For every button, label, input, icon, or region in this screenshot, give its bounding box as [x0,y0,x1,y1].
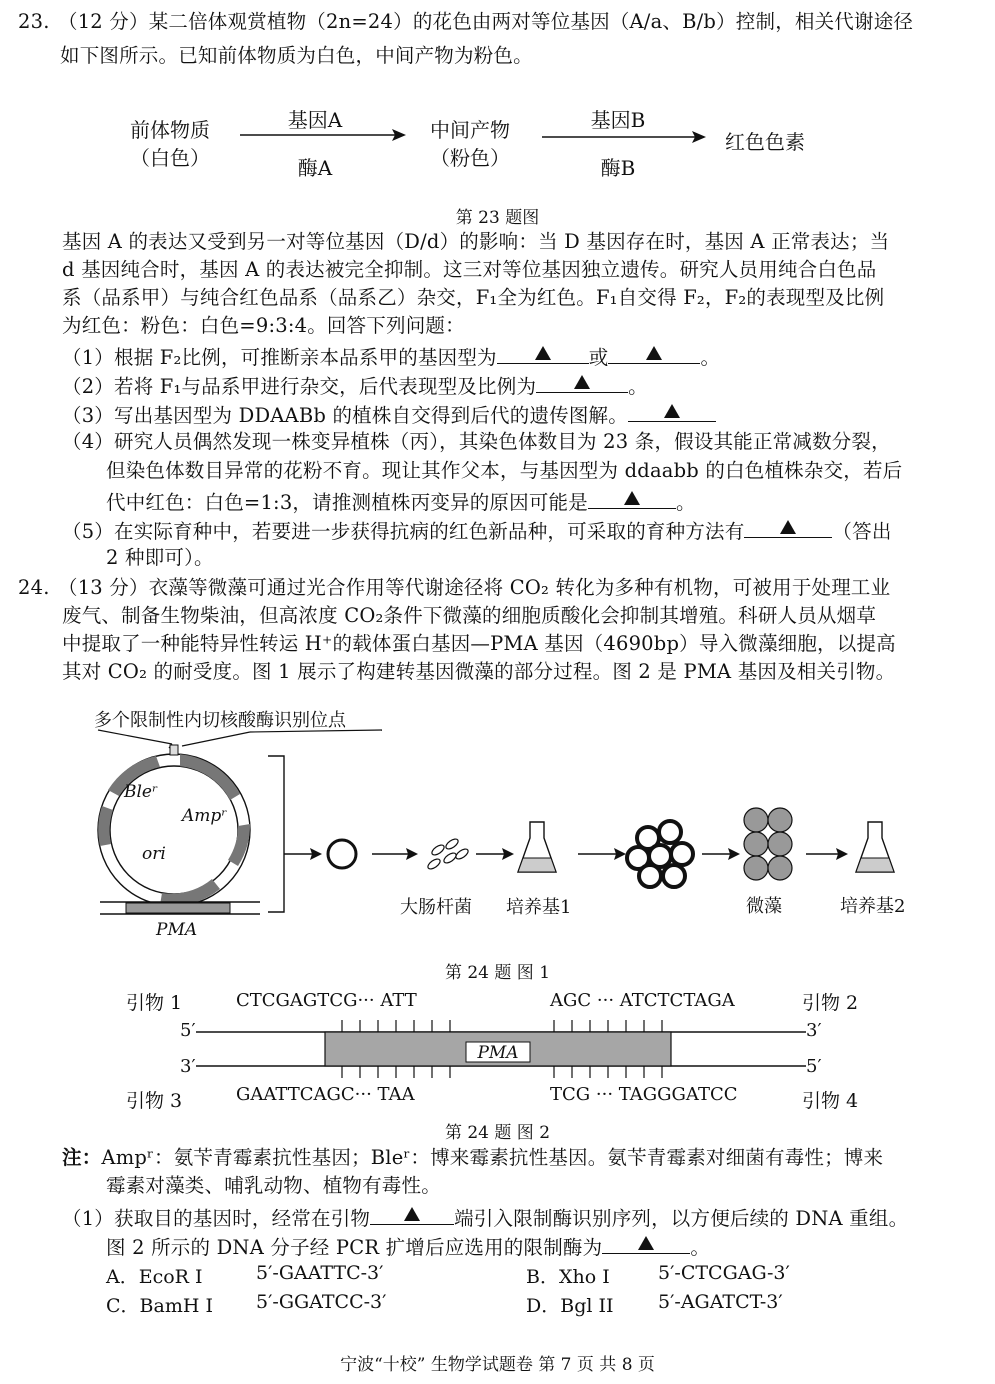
answer-blank[interactable] [628,399,716,422]
q24-number: 24. [18,576,50,599]
amp-label: Ampʳ [182,806,228,826]
q23-para-line1: 基因 A 的表达又受到另一对等位基因（D/d）的影响：当 D 基因存在时，基因 A 正常表达；当 [62,230,890,253]
answer-blank[interactable] [608,341,700,364]
q23-para-line2: d 基因纯合时，基因 A 的表达被完全抑制。这三对等位基因独立遗传。研究人员用纯合白色品 [62,258,877,281]
arrow-b [540,130,708,144]
answer-blank[interactable] [370,1202,454,1225]
precursor-color: （白色） [130,146,210,170]
q23-sub4-line1: （4）研究人员偶然发现一株变异植株（丙），其染色体数目为 23 条，假设其能正常减数分裂， [62,430,891,453]
q23-sub5-line1: （5）在实际育种中，若要进一步获得抗病的红色新品种，可采取的育种方法有 （答出 [62,515,892,546]
q23-sub1: （1）根据 F₂比例，可推断亲本品系甲的基因型为 或 。 [62,341,720,372]
ori-label: ori [142,844,166,864]
primer3-sequence: GAATTCAGC··· TAA [236,1084,415,1105]
answer-blank[interactable] [588,486,676,509]
triangle-icon [638,1236,654,1250]
primer4-label: 引物 4 [802,1090,859,1112]
arrow-a [238,128,408,142]
enzyme-a-label: 酶A [297,156,333,180]
option-c[interactable]: C．BamH I [106,1295,213,1317]
q24-note-line2: 霉素对藻类、哺乳动物、植物有毒性。 [106,1174,441,1197]
triangle-icon [780,520,796,534]
q23-stem-line1: （12 分）某二倍体观赏植物（2n=24）的花色由两对等位基因（A/a、B/b）控制，相关代谢途径 [58,10,914,33]
strand1-3prime: 3′ [806,1020,822,1041]
primer1-label: 引物 1 [126,992,183,1014]
q23-sub2: （2）若将 F₁与品系甲进行杂交，后代表现型及比例为 。 [62,370,648,401]
answer-blank[interactable] [602,1231,690,1254]
ble-label: Bleʳ [124,782,158,802]
strand2-5prime: 5′ [806,1056,822,1077]
q24-sub1-line2: 图 2 所示的 DNA 分子经 PCR 扩增后应选用的限制酶为 。 [106,1231,710,1262]
primer4-sequence: TCG ··· TAGGGATCC [550,1084,738,1105]
triangle-icon [624,491,640,505]
q23-para-line4: 为红色：粉色：白色=9:3:4。回答下列问题： [62,314,465,337]
intermediate-label: 中间产物 [430,118,510,142]
pma-fragment-label: PMA [156,920,198,940]
triangle-icon [535,346,551,360]
option-d[interactable]: D．Bgl II [526,1295,614,1317]
q23-stem-line2: 如下图所示。已知前体物质为白色，中间产物为粉色。 [60,44,533,67]
algae-label: 微藻 [746,896,782,917]
q24-note-line1: 注：Ampʳ：氨苄青霉素抗性基因；Bleʳ：博来霉素抗性基因。氨苄青霉素对细菌有毒性；博来 [62,1146,884,1169]
primer3-label: 引物 3 [126,1090,183,1112]
precursor-label: 前体物质 [130,118,210,142]
q24-stem-line1: （13 分）衣藻等微藻可通过光合作用等代谢途径将 CO₂ 转化为多种有机物，可被用于处理工业 [58,576,891,599]
q23-sub5-line2: 2 种即可）。 [106,546,214,569]
option-b-sequence: 5′-CTCGAG-3′ [658,1262,790,1284]
triangle-icon [574,375,590,389]
option-b[interactable]: B．Xho I [526,1266,610,1288]
q24-stem-line2: 废气、制备生物柴油，但高浓度 CO₂条件下微藻的细胞质酸化会抑制其增殖。科研人员从烟草 [62,604,877,627]
answer-blank[interactable] [536,370,628,393]
gene-a-label: 基因A [287,108,343,132]
medium1-label: 培养基1 [506,897,572,918]
intermediate-color: （粉色） [430,146,510,170]
q24-stem-line4: 其对 CO₂ 的耐受度。图 1 展示了构建转基因微藻的部分过程。图 2 是 PMA 基因及相关引物。 [62,660,896,683]
primer2-sequence: AGC ··· ATCTCTAGA [550,990,735,1011]
option-c-sequence: 5′-GGATCC-3′ [256,1291,387,1313]
medium2-label: 培养基2 [840,896,906,917]
answer-blank[interactable] [497,341,589,364]
figure1-drawing [90,726,995,966]
product-label: 红色色素 [725,130,805,154]
triangle-icon [664,404,680,418]
q23-sub4-line3: 代中红色：白色=1:3，请推测植株丙变异的原因可能是 。 [106,486,696,517]
strand2-3prime: 3′ [180,1056,196,1077]
pma-gene-label: PMA [477,1043,519,1063]
q23-number: 23. [18,10,50,33]
enzyme-b-label: 酶B [600,156,636,180]
option-a-sequence: 5′-GAATTC-3′ [256,1262,384,1284]
option-d-sequence: 5′-AGATCT-3′ [658,1291,783,1313]
q23-figure-caption: 第 23 题图 [455,208,540,228]
q23-sub3: （3）写出基因型为 DDAABb 的植株自交得到后代的遗传图解。 [62,399,716,430]
primer2-label: 引物 2 [802,992,859,1014]
q24-stem-line3: 中提取了一种能特异性转运 H⁺的载体蛋白基因—PMA 基因（4690bp）导入微藻细胞，以提高 [62,632,896,655]
option-a[interactable]: A．EcoR I [106,1266,203,1288]
triangle-icon [404,1207,420,1221]
figure2-caption: 第 24 题 图 2 [444,1123,551,1143]
restriction-site-label: 多个限制性内切核酸酶识别位点 [94,710,346,731]
answer-blank[interactable] [744,515,832,538]
primer1-sequence: CTCGAGTCG··· ATT [236,990,417,1011]
q24-sub1-line1: （1）获取目的基因时，经常在引物 端引入限制酶识别序列，以方便后续的 DNA 重组。 [62,1202,908,1233]
strand1-5prime: 5′ [180,1020,196,1041]
ecoli-label: 大肠杆菌 [400,897,472,918]
triangle-icon [646,346,662,360]
q23-para-line3: 系（品系甲）与纯合红色品系（品系乙）杂交，F₁全为红色。F₁自交得 F₂，F₂的表现型及比例 [62,286,885,309]
page-footer: 宁波“十校” 生物学试题卷 第 7 页 共 8 页 [340,1355,655,1375]
q23-sub4-line2: 但染色体数目异常的花粉不育。现让其作父本，与基因型为 ddaabb 的白色植株杂交，若后 [106,459,903,482]
gene-b-label: 基因B [590,108,646,132]
figure1-caption: 第 24 题 图 1 [444,963,551,983]
